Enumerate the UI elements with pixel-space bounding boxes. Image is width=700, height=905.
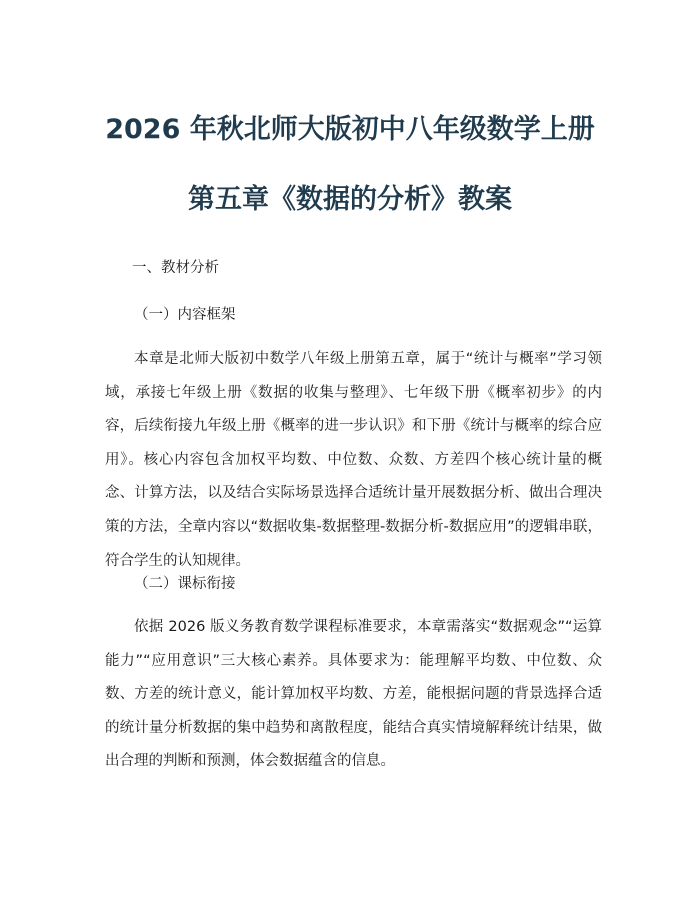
subsection-heading-content-framework: （一）内容框架 [134, 307, 236, 323]
paragraph-curriculum-link: 依据 2026 版义务教育数学课程标准要求，本章需落实“数据观念”“运算能力”“应用意识”三大核心素养。具体要求为：能理解平均数、中位数、众数、方差的统计意义，能计算加权平均数、方差，能根据问题的背景选择合适的统计量分析数据的集中趋势和离散程度，能结合真实情境解释统计结果，做出合理的判断和预测，体会数据蕴含的信息。 [105, 619, 602, 770]
document-title-line-2: 第五章《数据的分析》教案 [188, 184, 512, 215]
paragraph-content-framework: 本章是北师大版初中数学八年级上册第五章，属于“统计与概率”学习领域，承接七年级上册《数据的收集与整理》、七年级下册《概率初步》的内容，后续衔接九年级上册《概率的进一步认识》和下册《统计与概率的综合应用》。核心内容包含加权平均数、中位数、众数、方差四个核心统计量的概念、计算方法，以及结合实际场景选择合适统计量开展数据分析、做出合理决策的方法，全章内容以“数据收集-数据整理-数据分析-数据应用”的逻辑串联，符合学生的认知规律。 [105, 351, 602, 569]
document-title-line-1: 2026 年秋北师大版初中八年级数学上册 [105, 114, 595, 145]
section-heading-textbook-analysis: 一、教材分析 [132, 260, 219, 276]
subsection-heading-curriculum-link: （二）课标衔接 [134, 576, 236, 592]
